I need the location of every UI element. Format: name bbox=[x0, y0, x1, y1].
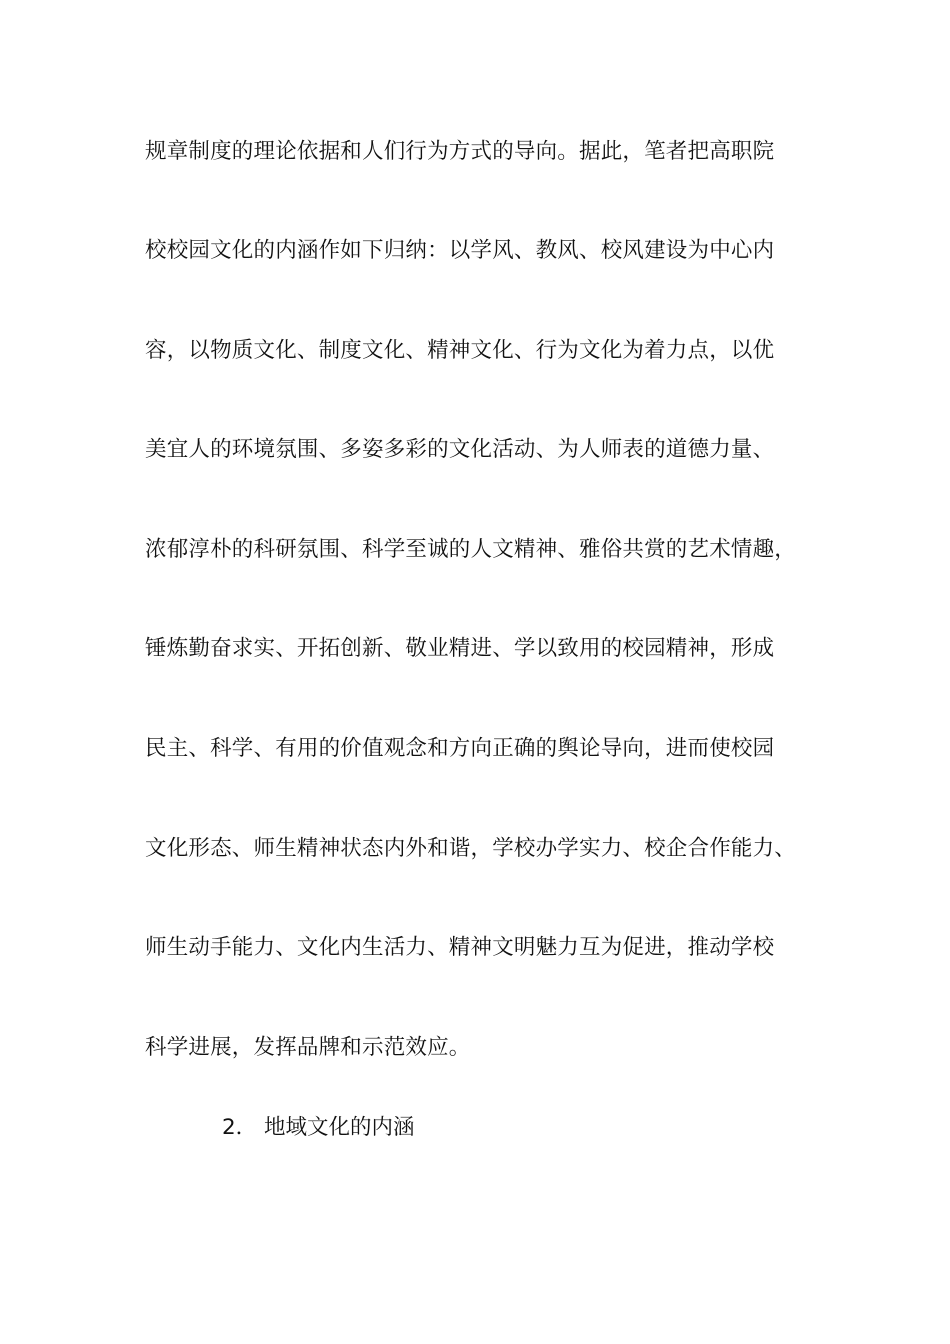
section-heading: 2． 地域文化的内涵 bbox=[222, 1115, 415, 1140]
paragraph-line: 民主、科学、有用的价值观念和方向正确的舆论导向，进而使校园 bbox=[145, 736, 775, 761]
paragraph-line: 文化形态、师生精神状态内外和谐，学校办学实力、校企合作能力、 bbox=[145, 836, 797, 861]
paragraph-line: 容，以物质文化、制度文化、精神文化、行为文化为着力点，以优 bbox=[145, 338, 775, 363]
paragraph-line: 浓郁淳朴的科研氛围、科学至诚的人文精神、雅俗共赏的艺术情趣， bbox=[145, 537, 797, 562]
paragraph-line: 美宜人的环境氛围、多姿多彩的文化活动、为人师表的道德力量、 bbox=[145, 437, 775, 462]
paragraph-line: 师生动手能力、文化内生活力、精神文明魅力互为促进，推动学校 bbox=[145, 935, 775, 960]
paragraph-line: 校校园文化的内涵作如下归纳：以学风、教风、校风建设为中心内 bbox=[145, 238, 775, 263]
paragraph-line: 锤炼勤奋求实、开拓创新、敬业精进、学以致用的校园精神，形成 bbox=[145, 636, 775, 661]
paragraph-line: 规章制度的理论依据和人们行为方式的导向。据此，笔者把高职院 bbox=[145, 139, 775, 164]
paragraph-line: 科学进展，发挥品牌和示范效应。 bbox=[145, 1035, 471, 1060]
